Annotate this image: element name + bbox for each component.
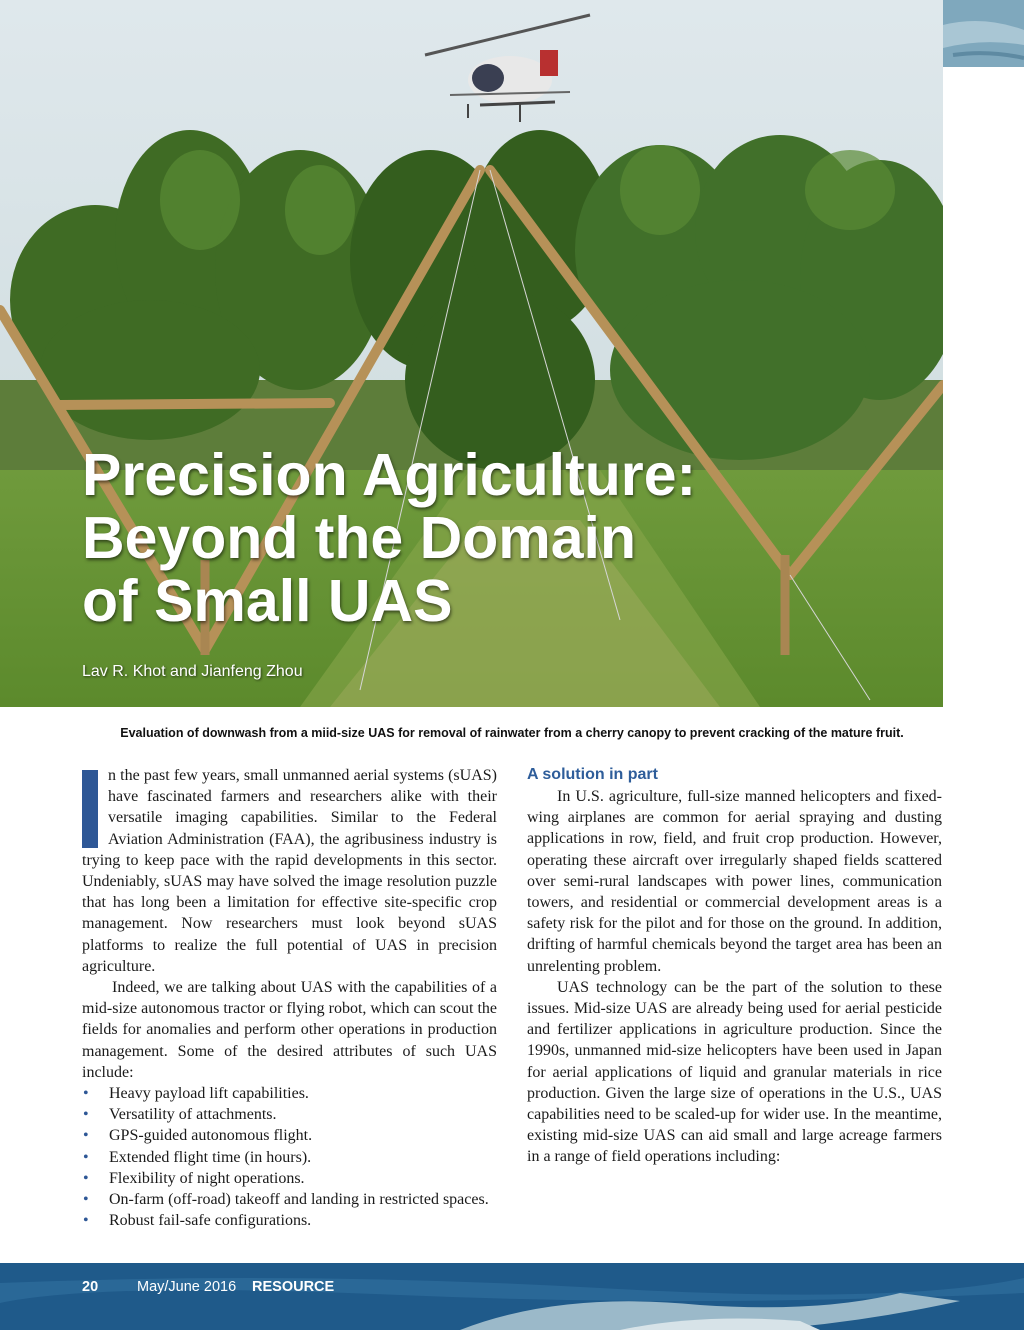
title-line: of Small UAS [82,568,453,634]
intro-paragraph [82,765,497,977]
page-number: 20 [82,1279,99,1295]
section-heading: A solution in part [527,766,658,783]
list-item: • Robust fail-safe configurations. [82,1210,497,1231]
article-title [82,444,842,633]
article-column-left [82,765,497,1231]
magazine-name: RESOURCE [252,1279,335,1295]
title-line: Precision Agriculture: [82,442,697,508]
attributes-list [82,1083,497,1231]
list-item: • Extended flight time (in hours). [82,1147,497,1168]
list-item: • On-farm (off-road) takeoff and landing in restricted spaces. [82,1189,497,1210]
photo-caption: Evaluation of downwash from a miid-size UAS for removal of rainwater from a cherry canopy to prevent cracking of the mature fruit. [120,726,904,740]
hero-photo [0,0,943,707]
list-item: • Versatility of attachments. [82,1104,497,1125]
article-authors: Lav R. Khot and Jianfeng Zhou [82,663,303,680]
footer-band [0,1263,1024,1330]
list-item: • GPS-guided autonomous flight. [82,1125,497,1146]
list-item: • Flexibility of night operations. [82,1168,497,1189]
body-paragraph: Indeed, we are talking about UAS with the capabilities of a mid-size autonomous tractor or flying robot, which can scout the fields for anomalies and perform other operations in production management. Some of the desired attributes of such UAS include: [82,979,498,1081]
issue-date: May/June 2016 [137,1279,237,1295]
article-column-right [527,765,942,1168]
list-item: • Heavy payload lift capabilities. [82,1083,497,1104]
title-line: Beyond the Domain [82,505,636,571]
drop-cap [82,770,98,848]
body-paragraph: UAS technology can be the part of the solution to these issues. Mid-size UAS are already being used for aerial pesticide and fertilizer applications in agriculture production. Since the 1990s, unmanned mid-size helicopters have been used in Japan for aerial applications of liquid and granular materials in rice production. Given the large size of operations in the U.S., UAS capabilities need to be scaled-up for wider use. In the meantime, existing mid-size UAS can aid small and large acreage farmers in a range of field operations including: [527,978,942,1166]
corner-sky-patch [943,0,1024,67]
body-paragraph: In U.S. agriculture, full-size manned helicopters and fixed-wing airplanes are common for aerial spraying and dusting applications in row, field, and fruit crop production. However, operating these aircraft over irregularly shaped fields scattered over semi-rural landscapes with power lines, communication towers, and residential or commercial development areas is a safety risk for the pilot and for those on the ground. In addition, drifting of harmful chemicals beyond the target area has been an unrelenting problem. [527,788,942,975]
intro-text: n the past few years, small unmanned aerial systems (sUAS) have fascinated farmers and researchers alike with their versatile imaging capabilities. Similar to the Federal Aviation Administration (FAA), the agribusiness industry is trying to keep pace with the rapid developments in this sector. Undeniably, sUAS may have solved the image resolution puzzle that has long been a limitation for effective site-specific crop management. Now researchers must look beyond sUAS platforms to realize the full potential of UAS in precision agriculture. [82,767,497,975]
